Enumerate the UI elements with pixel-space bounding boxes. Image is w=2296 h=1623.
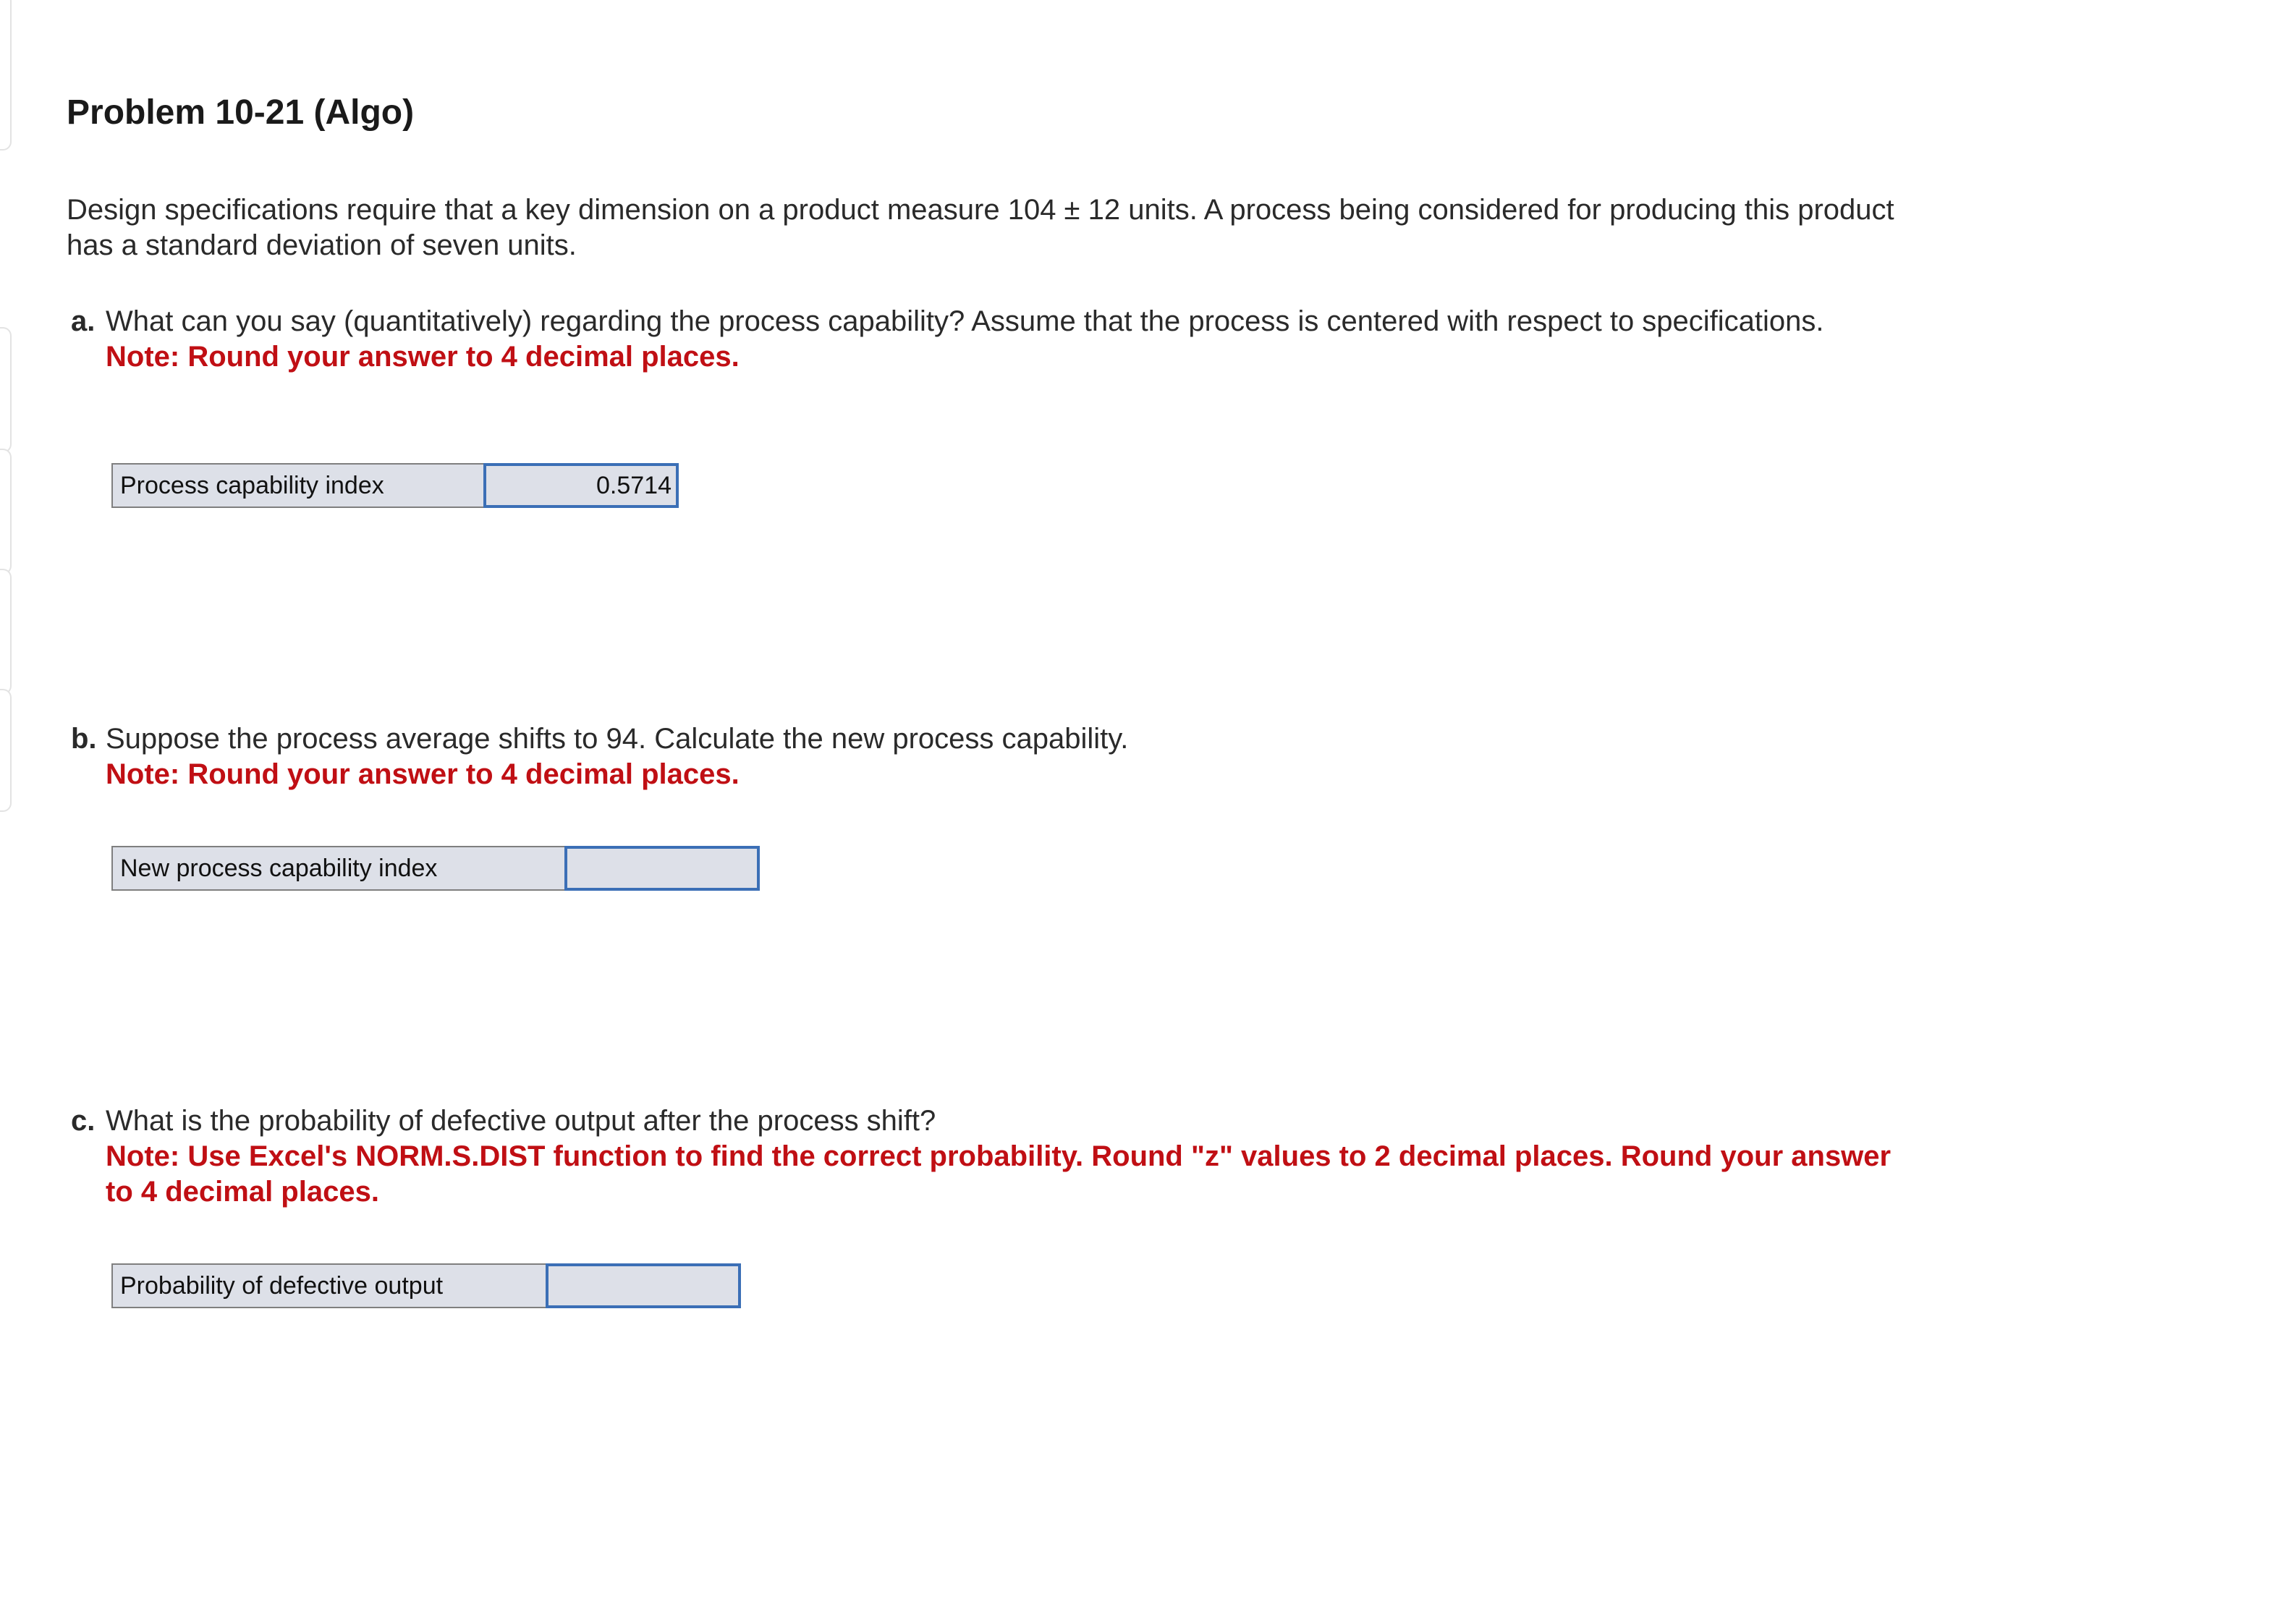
- part-b-answer-row: [111, 846, 760, 891]
- part-b-question-text: Suppose the process average shifts to 94. Calculate the new process capability.: [106, 723, 1129, 755]
- part-a-letter: a.: [71, 305, 96, 337]
- part-c-letter: c.: [71, 1105, 96, 1137]
- part-c-question-text: What is the probability of defective output after the process shift?: [106, 1105, 936, 1137]
- part-b: [71, 721, 1894, 792]
- problem-intro: Design specifications require that a key dimension on a product measure 104 ± 12 units. A process being considered for producing this product has a standard deviation of seven units.: [67, 194, 1894, 261]
- left-rail-tab[interactable]: [0, 0, 12, 151]
- problem-title: Problem 10-21 (Algo): [67, 93, 415, 132]
- part-b-note: Note: Round your answer to 4 decimal places.: [106, 758, 740, 790]
- part-b-input-wrap: [564, 846, 760, 891]
- part-a-question-text: What can you say (quantitatively) regarding the process capability? Assume that the process is centered with respect to specifications.: [106, 305, 1824, 337]
- part-b-question: [71, 721, 1894, 757]
- part-b-letter: b.: [71, 723, 97, 755]
- part-c: [71, 1103, 1894, 1210]
- part-a-question: [71, 304, 1894, 339]
- probability-defective-output-input[interactable]: [546, 1263, 741, 1308]
- left-rail-tab[interactable]: [0, 449, 12, 575]
- new-process-capability-index-label: New process capability index: [111, 846, 564, 891]
- left-rail-tab[interactable]: [0, 689, 12, 812]
- process-capability-index-input[interactable]: [483, 463, 679, 508]
- part-a-input-wrap: [483, 463, 679, 508]
- part-a: [71, 304, 1894, 375]
- process-capability-index-label: Process capability index: [111, 463, 483, 508]
- part-c-note: Note: Use Excel's NORM.S.DIST function to find the correct probability. Round "z" values to 2 decimal places. Round your answer to 4 decimal places.: [106, 1140, 1892, 1208]
- probability-defective-output-label: Probability of defective output: [111, 1263, 546, 1308]
- left-rail-tab[interactable]: [0, 569, 12, 695]
- part-a-answer-row: [111, 463, 679, 508]
- part-c-question: [71, 1103, 1894, 1139]
- part-a-note: Note: Round your answer to 4 decimal places.: [106, 341, 740, 373]
- new-process-capability-index-input[interactable]: [564, 846, 760, 891]
- left-rail-tab[interactable]: [0, 327, 12, 453]
- part-c-answer-row: [111, 1263, 741, 1308]
- part-c-input-wrap: [546, 1263, 741, 1308]
